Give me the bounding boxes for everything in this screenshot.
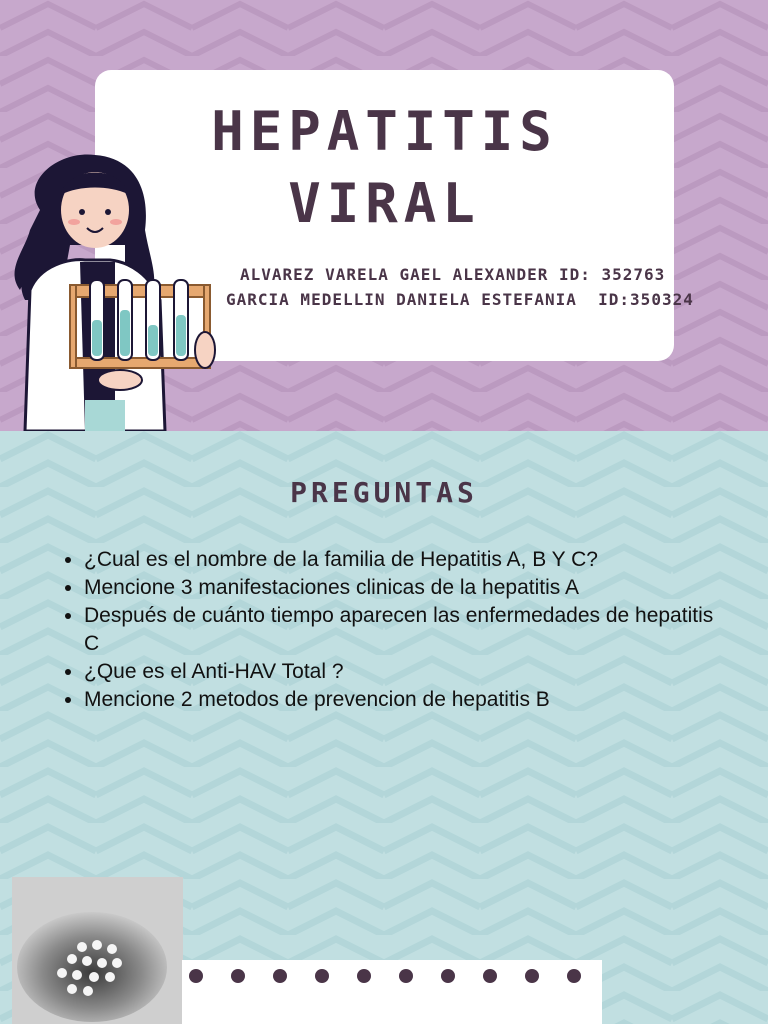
questions-list [62,546,734,714]
author-1: ALVAREZ VARELA GAEL ALEXANDER ID: 352763 [240,265,666,284]
notebook-paper [182,960,602,1024]
list-item: • ¿Cual es el nombre de la familia de Hepatitis A, B Y C? [84,546,734,574]
list-item: • Mencione 3 manifestaciones clinicas de la hepatitis A [84,574,734,602]
spiral-holes [182,960,602,1024]
list-item: • Mencione 2 metodos de prevencion de hepatitis B [84,686,734,714]
list-item: • Después de cuánto tiempo aparecen las enfermedades de hepatitis C [84,602,734,658]
title-line-1: HEPATITIS [211,100,558,163]
author-2: GARCIA MEDELLIN DANIELA ESTEFANIA ID:350324 [226,290,694,309]
section-heading: PREGUNTAS [290,476,478,509]
list-item: • ¿Que es el Anti-HAV Total ? [84,658,734,686]
scientist-illustration [0,150,225,431]
title-line-2: VIRAL [288,172,481,235]
virus-micrograph [12,877,183,1024]
